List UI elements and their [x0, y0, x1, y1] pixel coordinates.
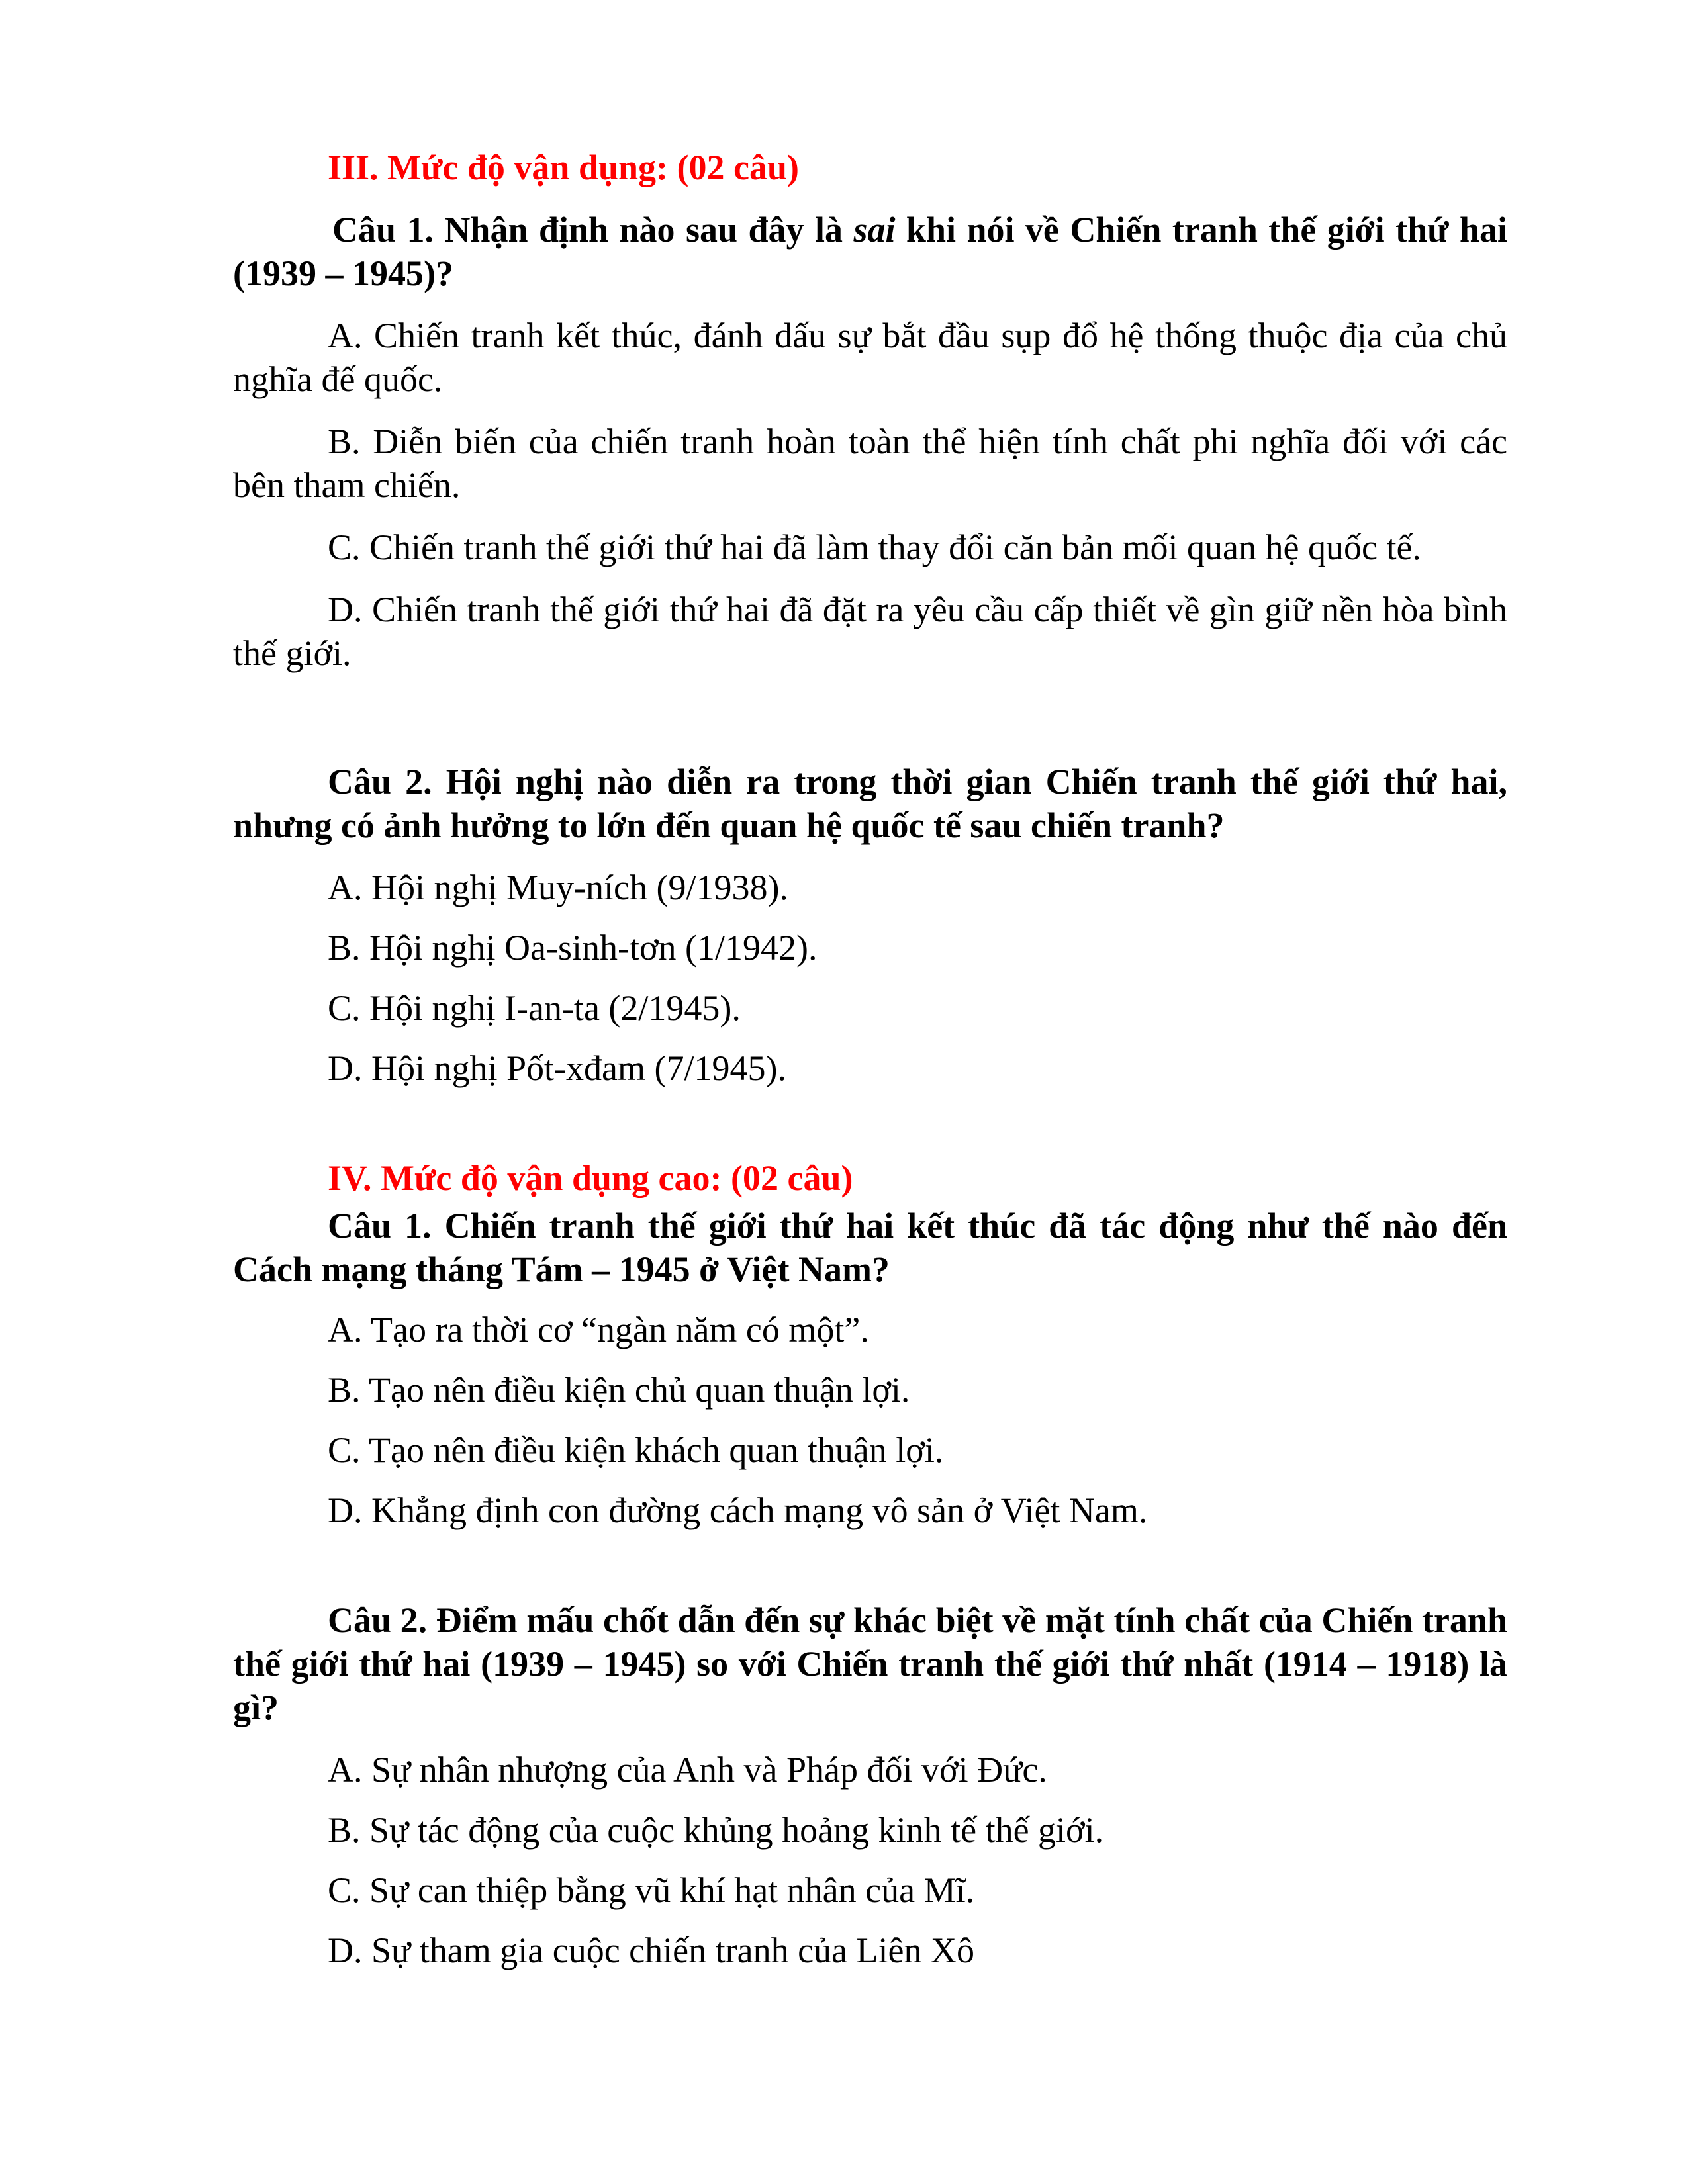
answer-option: D. Sự tham gia cuộc chiến tranh của Liên Xô: [328, 1931, 974, 1970]
answer-option: D. Chiến tranh thế giới thứ hai đã đặt ra yêu cầu cấp thiết về gìn giữ nền hòa bình thế giới.: [233, 590, 1507, 673]
question-stem: Câu 1. Chiến tranh thế giới thứ hai kết thúc đã tác động như thế nào đến Cách mạng tháng Tám – 1945 ở Việt Nam?: [233, 1206, 1507, 1289]
answer-option: B. Tạo nên điều kiện chủ quan thuận lợi.: [328, 1370, 910, 1410]
answer-option: A. Chiến tranh kết thúc, đánh dấu sự bắt đầu sụp đổ hệ thống thuộc địa của chủ nghĩa đế quốc.: [233, 316, 1507, 399]
section-heading-iii: III. Mức độ vận dụng: (02 câu): [328, 148, 799, 187]
answer-option: A. Sự nhân nhượng của Anh và Pháp đối với Đức.: [328, 1750, 1047, 1790]
question-stem-part: khi nói về Chiến tranh thế giới thứ hai (1939 – 1945)?: [233, 210, 1507, 293]
question-stem-part: Câu 1. Nhận định nào sau đây là: [332, 210, 854, 250]
answer-option: D. Hội nghị Pốt-xđam (7/1945).: [328, 1048, 786, 1088]
answer-option: C. Tạo nên điều kiện khách quan thuận lợi.: [328, 1430, 944, 1470]
answer-option: C. Sự can thiệp bằng vũ khí hạt nhân của Mĩ.: [328, 1870, 975, 1910]
answer-option: B. Diễn biến của chiến tranh hoàn toàn thể hiện tính chất phi nghĩa đối với các bên tham chiến.: [233, 422, 1507, 505]
answer-option: A. Tạo ra thời cơ “ngàn năm có một”.: [328, 1310, 869, 1349]
section-heading-iv: IV. Mức độ vận dụng cao: (02 câu): [328, 1158, 853, 1198]
question-stem: Câu 2. Hội nghị nào diễn ra trong thời gian Chiến tranh thế giới thứ hai, nhưng có ảnh hưởng to lớn đến quan hệ quốc tế sau chiến tranh?: [233, 762, 1507, 845]
answer-option: A. Hội nghị Muy-ních (9/1938).: [328, 868, 788, 907]
question-stem-italic: sai: [853, 210, 896, 250]
document-page: [233, 146, 1507, 1972]
answer-option: B. Sự tác động của cuộc khủng hoảng kinh tế thế giới.: [328, 1810, 1104, 1850]
answer-option: B. Hội nghị Oa-sinh-tơn (1/1942).: [328, 928, 818, 968]
answer-option: C. Hội nghị I-an-ta (2/1945).: [328, 988, 741, 1028]
question-stem: Câu 2. Điểm mấu chốt dẫn đến sự khác biệt về mặt tính chất của Chiến tranh thế giới thứ hai (1939 – 1945) so với Chiến tranh thế giới thứ nhất (1914 – 1918) là gì?: [233, 1600, 1507, 1727]
answer-option: D. Khẳng định con đường cách mạng vô sản ở Việt Nam.: [328, 1490, 1148, 1530]
question-stem: [233, 208, 1507, 295]
answer-option: C. Chiến tranh thế giới thứ hai đã làm thay đổi căn bản mối quan hệ quốc tế.: [328, 527, 1421, 567]
